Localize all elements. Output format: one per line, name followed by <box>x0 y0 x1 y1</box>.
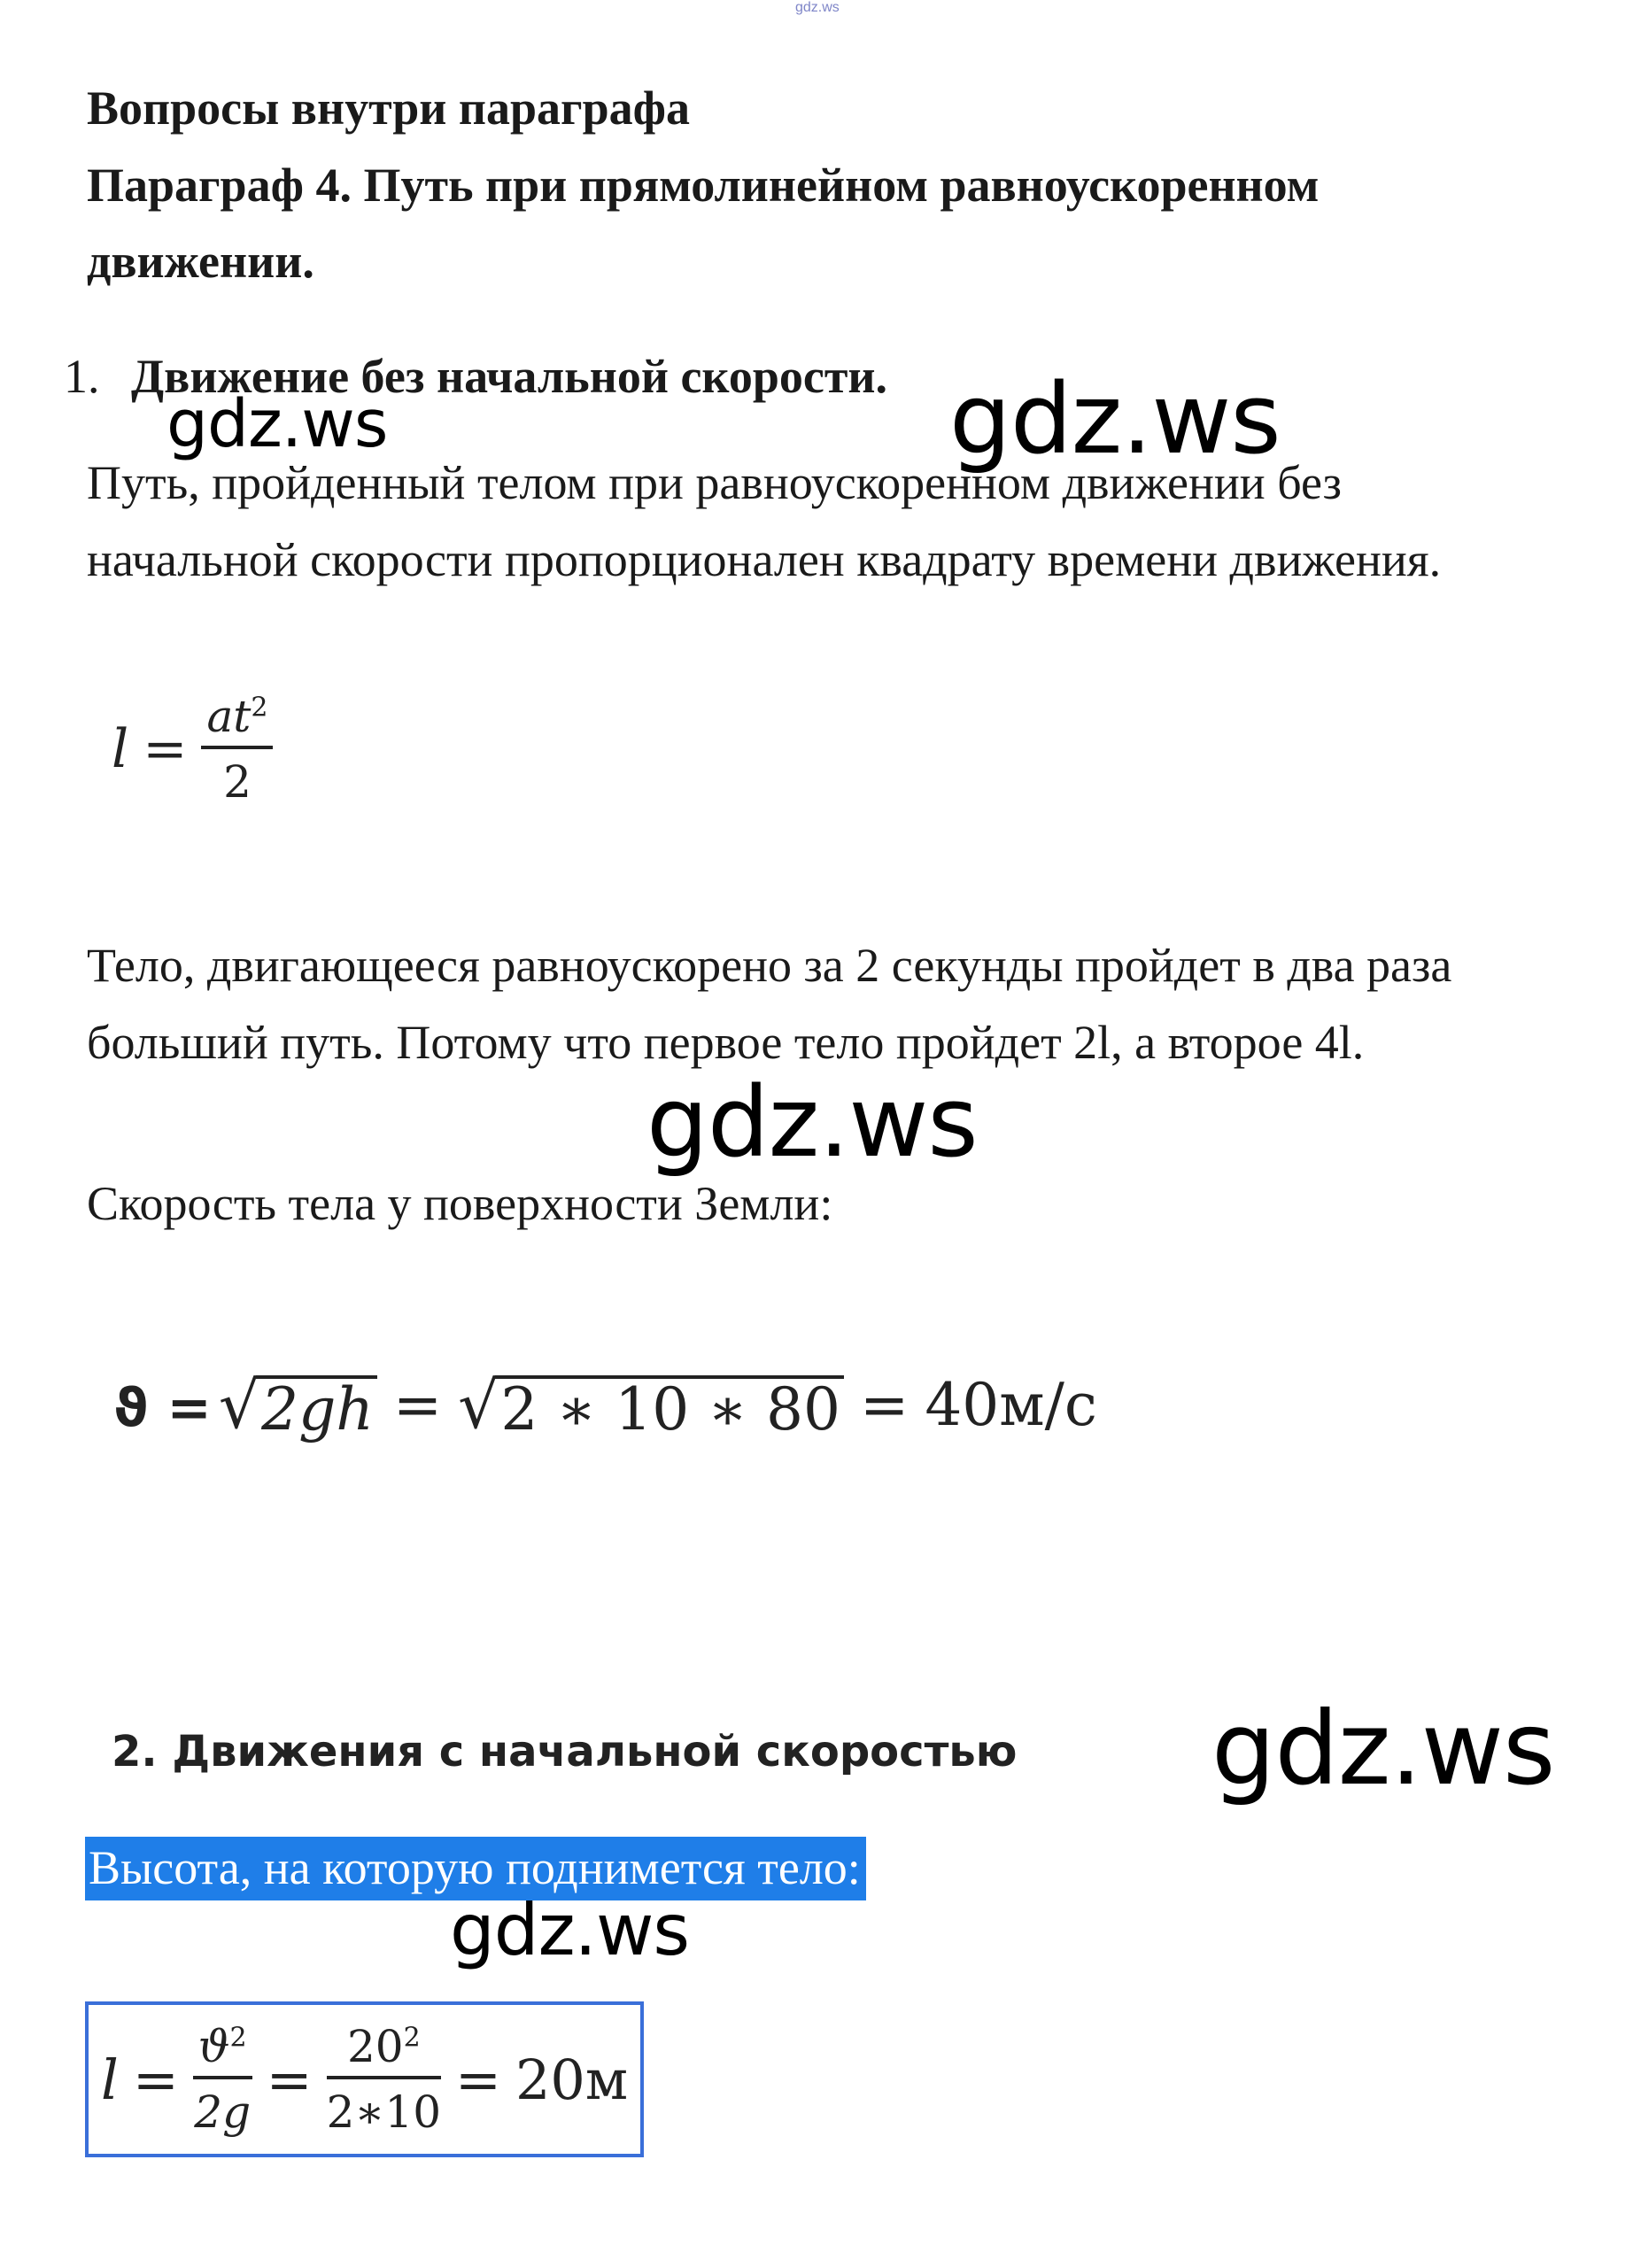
formula-2-lhs: ϑ = <box>113 1377 212 1439</box>
formula-1-exponent: 2 <box>251 692 268 724</box>
formula-2-root-2: √ 2 ∗ 10 ∗ 80 <box>458 1374 844 1439</box>
formula-3-eq-1: = <box>132 2047 179 2112</box>
formula-1-denominator: 2 <box>223 756 252 808</box>
paragraph-title: Параграф 4. Путь при прямолинейном равноускоренном <box>87 159 1320 212</box>
formula-3-eq-3: = <box>455 2047 501 2112</box>
paragraph-2-line-2: больший путь. Потому что первое тело пройдет 2l, а второе 4l. <box>87 1016 1365 1069</box>
item-1-title: Движение без начальной скорости. <box>131 350 887 403</box>
item-1-number: 1. <box>64 350 100 403</box>
paragraph-title-cont: движении. <box>87 235 314 288</box>
watermark-5: gdz.ws <box>450 1889 690 1971</box>
paragraph-1-line-1: Путь, пройденный телом при равноускоренном движении без <box>87 456 1342 509</box>
formula-3-eq-2: = <box>266 2047 313 2112</box>
formula-1-fraction <box>201 691 273 808</box>
paragraph-1-line-2: начальной скорости пропорционален квадрату времени движения. <box>87 533 1442 586</box>
formula-2-eq-2: = <box>860 1371 910 1439</box>
formula-2-root-1: √ 2gh <box>219 1374 377 1439</box>
paragraph-3: Скорость тела у поверхности Земли: <box>87 1177 833 1230</box>
watermark-4: gdz.ws <box>1211 1690 1555 1807</box>
watermark-3: gdz.ws <box>646 1065 978 1179</box>
formula-3-fraction-2: $\frac{20^2}{2∗10}$ <box>326 2021 442 2138</box>
watermark-2: gdz.ws <box>949 362 1281 476</box>
formula-1-numerator: at <box>206 691 252 742</box>
formula-3-fraction-1: $\frac{ϑ^2}{2g}$ <box>194 2021 252 2138</box>
watermark-1: gdz.ws <box>166 386 388 462</box>
formula-velocity <box>113 1369 1097 1444</box>
formula-1-eq: = <box>143 718 188 780</box>
top-watermark: gdz.ws <box>795 0 840 15</box>
formula-3-result: 20м <box>515 2047 629 2112</box>
formula-2-result: 40м/с <box>925 1371 1097 1439</box>
highlighted-selection[interactable]: Высота, на которую поднимется тело: <box>85 1837 866 1900</box>
item-2-title: 2. Движения с начальной скоростью <box>112 1727 1018 1776</box>
formula-3-lhs: l <box>101 2047 119 2112</box>
formula-2-eq-1: = <box>392 1371 443 1439</box>
formula-path-no-initial-velocity <box>112 691 273 808</box>
formula-height <box>85 2001 644 2157</box>
paragraph-2-line-1: Тело, двигающееся равноускорено за 2 секунды пройдет в два раза <box>87 939 1452 992</box>
section-heading: Вопросы внутри параграфа <box>87 81 690 135</box>
formula-1-lhs: l <box>112 718 129 780</box>
